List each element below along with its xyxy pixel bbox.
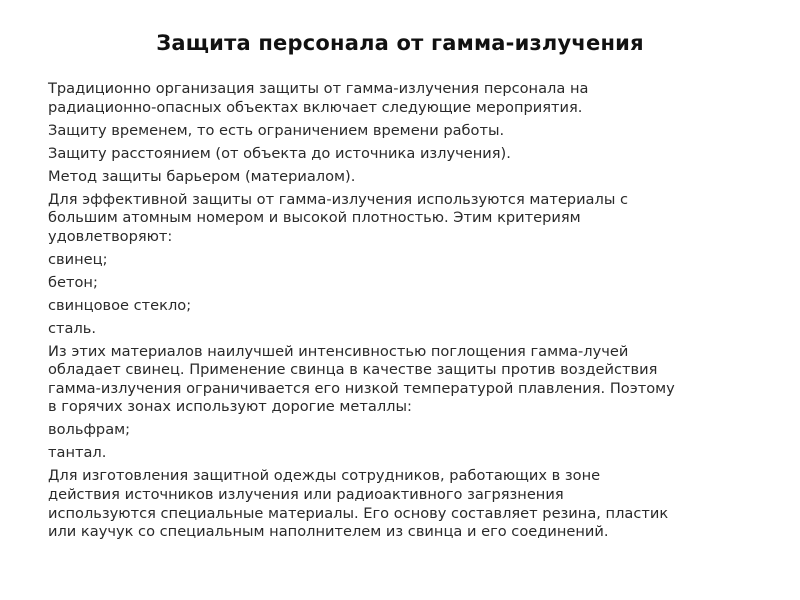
list-item-lead [48,251,768,270]
text-line: Защиту временем, то есть ограничением времени работы. [48,121,505,139]
paragraph-barrier-method [48,168,768,187]
paragraph-time-protection [48,122,768,141]
list-item-steel [48,320,768,339]
paragraph-protective-clothing [48,467,768,541]
text-line: свинец; [48,250,108,268]
text-line: радиационно-опасных объектах включает следующие мероприятия. [48,98,583,116]
list-item-tantalum [48,444,768,463]
text-line: тантал. [48,444,107,462]
text-line: гамма-излучения ограничивается его низкой температурой плавления. Поэтому [48,379,675,397]
list-item-tungsten [48,421,768,440]
text-line: в горячих зонах используют дорогие металлы: [48,398,412,416]
text-line: свинцовое стекло; [48,296,192,314]
text-line: удовлетворяют: [48,227,173,245]
slide-title: Защита персонала от гамма-излучения [156,31,644,55]
text-line: обладает свинец. Применение свинца в качестве защиты против воздействия [48,361,658,379]
text-line: действия источников излучения или радиоактивного загрязнения [48,485,564,503]
list-item-concrete [48,274,768,293]
paragraph-distance-protection [48,145,768,164]
paragraph-materials [48,191,768,247]
text-line: бетон; [48,273,98,291]
text-line: Для изготовления защитной одежды сотрудников, работающих в зоне [48,467,601,485]
text-line: Метод защиты барьером (материалом). [48,167,356,185]
text-line: большим атомным номером и высокой плотностью. Этим критериям [48,209,581,227]
list-item-lead-glass [48,297,768,316]
text-line: сталь. [48,319,97,337]
text-line: используются специальные материалы. Его основу составляет резина, пластик [48,504,669,522]
text-line: Для эффективной защиты от гамма-излучения используются материалы с [48,190,629,208]
paragraph-lead-best [48,343,768,417]
text-line: или каучук со специальным наполнителем из свинца и его соединений. [48,523,609,541]
text-line: вольфрам; [48,421,131,439]
text-line: Защиту расстоянием (от объекта до источника излучения). [48,144,511,162]
paragraph-intro [48,80,768,117]
text-line: Традиционно организация защиты от гамма-излучения персонала на [48,80,589,97]
slide-body [48,80,768,546]
text-line: Из этих материалов наилучшей интенсивностью поглощения гамма-лучей [48,342,629,360]
